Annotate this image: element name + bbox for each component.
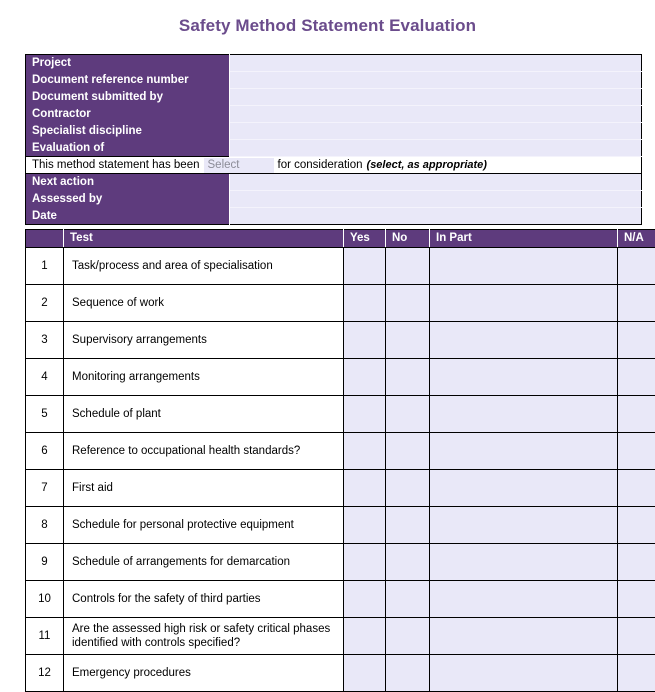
table-row	[26, 470, 655, 507]
row-yes-cell[interactable]	[344, 396, 386, 433]
row-in-part-cell[interactable]	[430, 359, 618, 396]
info-row-document-submitted-by	[26, 89, 642, 106]
row-no-cell[interactable]	[386, 248, 430, 285]
method-statement-row	[26, 157, 642, 174]
row-number: 6	[26, 433, 64, 470]
row-no-cell[interactable]	[386, 396, 430, 433]
row-na-cell[interactable]	[618, 470, 655, 507]
evaluation-checklist-table	[25, 229, 655, 692]
table-row	[26, 285, 655, 322]
row-no-cell[interactable]	[386, 433, 430, 470]
row-test-label: Schedule for personal protective equipment	[64, 507, 344, 544]
row-number: 3	[26, 322, 64, 359]
column-header-yes: Yes	[344, 230, 386, 248]
row-no-cell[interactable]	[386, 507, 430, 544]
row-na-cell[interactable]	[618, 544, 655, 581]
info-value-next-action[interactable]	[230, 174, 642, 191]
row-no-cell[interactable]	[386, 544, 430, 581]
info-value-document-submitted-by[interactable]	[230, 89, 642, 106]
row-yes-cell[interactable]	[344, 470, 386, 507]
row-test-label: Reference to occupational health standards?	[64, 433, 344, 470]
table-row	[26, 396, 655, 433]
info-label-assessed-by: Assessed by	[26, 191, 230, 208]
column-header-na: N/A	[618, 230, 655, 248]
row-number: 2	[26, 285, 64, 322]
row-in-part-cell[interactable]	[430, 581, 618, 618]
row-yes-cell[interactable]	[344, 581, 386, 618]
row-no-cell[interactable]	[386, 581, 430, 618]
row-yes-cell[interactable]	[344, 248, 386, 285]
row-na-cell[interactable]	[618, 655, 655, 692]
row-yes-cell[interactable]	[344, 322, 386, 359]
row-yes-cell[interactable]	[344, 618, 386, 655]
row-no-cell[interactable]	[386, 618, 430, 655]
info-row-date	[26, 208, 642, 225]
row-number: 10	[26, 581, 64, 618]
checklist-body	[26, 248, 655, 692]
row-in-part-cell[interactable]	[430, 507, 618, 544]
table-row	[26, 248, 655, 285]
row-yes-cell[interactable]	[344, 655, 386, 692]
row-number: 8	[26, 507, 64, 544]
info-label-project: Project	[26, 55, 230, 72]
row-test-label: Supervisory arrangements	[64, 322, 344, 359]
info-row-specialist-discipline	[26, 123, 642, 140]
info-value-document-reference-number[interactable]	[230, 72, 642, 89]
row-no-cell[interactable]	[386, 655, 430, 692]
row-test-label: First aid	[64, 470, 344, 507]
row-no-cell[interactable]	[386, 322, 430, 359]
info-label-evaluation-of: Evaluation of	[26, 140, 230, 157]
row-number: 1	[26, 248, 64, 285]
row-in-part-cell[interactable]	[430, 248, 618, 285]
row-number: 11	[26, 618, 64, 655]
row-na-cell[interactable]	[618, 507, 655, 544]
row-na-cell[interactable]	[618, 618, 655, 655]
info-row-evaluation-of	[26, 140, 642, 157]
row-yes-cell[interactable]	[344, 507, 386, 544]
info-value-specialist-discipline[interactable]	[230, 123, 642, 140]
info-label-document-submitted-by: Document submitted by	[26, 89, 230, 106]
page-title: Safety Method Statement Evaluation	[0, 16, 655, 36]
table-row	[26, 655, 655, 692]
info-row-document-reference-number	[26, 72, 642, 89]
row-in-part-cell[interactable]	[430, 433, 618, 470]
row-number: 7	[26, 470, 64, 507]
row-in-part-cell[interactable]	[430, 470, 618, 507]
info-value-date[interactable]	[230, 208, 642, 225]
row-in-part-cell[interactable]	[430, 322, 618, 359]
table-row	[26, 581, 655, 618]
row-test-label: Task/process and area of specialisation	[64, 248, 344, 285]
row-number: 9	[26, 544, 64, 581]
info-label-contractor: Contractor	[26, 106, 230, 123]
info-value-project[interactable]	[230, 55, 642, 72]
row-no-cell[interactable]	[386, 470, 430, 507]
row-no-cell[interactable]	[386, 285, 430, 322]
row-yes-cell[interactable]	[344, 285, 386, 322]
row-test-label: Monitoring arrangements	[64, 359, 344, 396]
info-label-document-reference-number: Document reference number	[26, 72, 230, 89]
info-label-specialist-discipline: Specialist discipline	[26, 123, 230, 140]
info-label-next-action: Next action	[26, 174, 230, 191]
row-na-cell[interactable]	[618, 285, 655, 322]
row-number: 4	[26, 359, 64, 396]
info-row-next-action	[26, 174, 642, 191]
info-row-contractor	[26, 106, 642, 123]
column-header-in-part: In Part	[430, 230, 618, 248]
row-in-part-cell[interactable]	[430, 544, 618, 581]
info-row-project	[26, 55, 642, 72]
row-yes-cell[interactable]	[344, 433, 386, 470]
row-test-label: Are the assessed high risk or safety critical phases identified with controls specified?	[64, 618, 344, 655]
row-yes-cell[interactable]	[344, 544, 386, 581]
table-row	[26, 359, 655, 396]
row-yes-cell[interactable]	[344, 359, 386, 396]
row-in-part-cell[interactable]	[430, 396, 618, 433]
info-table-body	[26, 55, 642, 225]
row-test-label: Schedule of plant	[64, 396, 344, 433]
row-number: 5	[26, 396, 64, 433]
evaluation-info-table	[25, 54, 642, 225]
column-header-test: Test	[64, 230, 344, 248]
checklist-header	[26, 230, 655, 248]
row-in-part-cell[interactable]	[430, 618, 618, 655]
info-row-assessed-by	[26, 191, 642, 208]
row-na-cell[interactable]	[618, 322, 655, 359]
row-test-label: Schedule of arrangements for demarcation	[64, 544, 344, 581]
statement-prefix-text: This method statement has been	[32, 157, 200, 173]
statement-note-text: (select, as appropriate)	[367, 157, 487, 173]
checklist-header-row	[26, 230, 655, 248]
column-header-number	[26, 230, 64, 248]
column-header-no: No	[386, 230, 430, 248]
statement-select-dropdown[interactable]: Select	[204, 158, 274, 173]
table-row	[26, 618, 655, 655]
method-statement-cell	[26, 157, 642, 174]
row-na-cell[interactable]	[618, 433, 655, 470]
statement-suffix-text: for consideration	[278, 157, 363, 173]
row-number: 12	[26, 655, 64, 692]
method-statement-line	[32, 157, 641, 173]
row-test-label: Controls for the safety of third parties	[64, 581, 344, 618]
row-in-part-cell[interactable]	[430, 285, 618, 322]
info-label-date: Date	[26, 208, 230, 225]
row-in-part-cell[interactable]	[430, 655, 618, 692]
info-value-assessed-by[interactable]	[230, 191, 642, 208]
row-test-label: Sequence of work	[64, 285, 344, 322]
table-row	[26, 322, 655, 359]
row-na-cell[interactable]	[618, 396, 655, 433]
row-na-cell[interactable]	[618, 248, 655, 285]
row-test-label: Emergency procedures	[64, 655, 344, 692]
row-na-cell[interactable]	[618, 359, 655, 396]
row-na-cell[interactable]	[618, 581, 655, 618]
table-row	[26, 544, 655, 581]
table-row	[26, 433, 655, 470]
info-value-evaluation-of[interactable]	[230, 140, 642, 157]
table-row	[26, 507, 655, 544]
info-value-contractor[interactable]	[230, 106, 642, 123]
row-no-cell[interactable]	[386, 359, 430, 396]
